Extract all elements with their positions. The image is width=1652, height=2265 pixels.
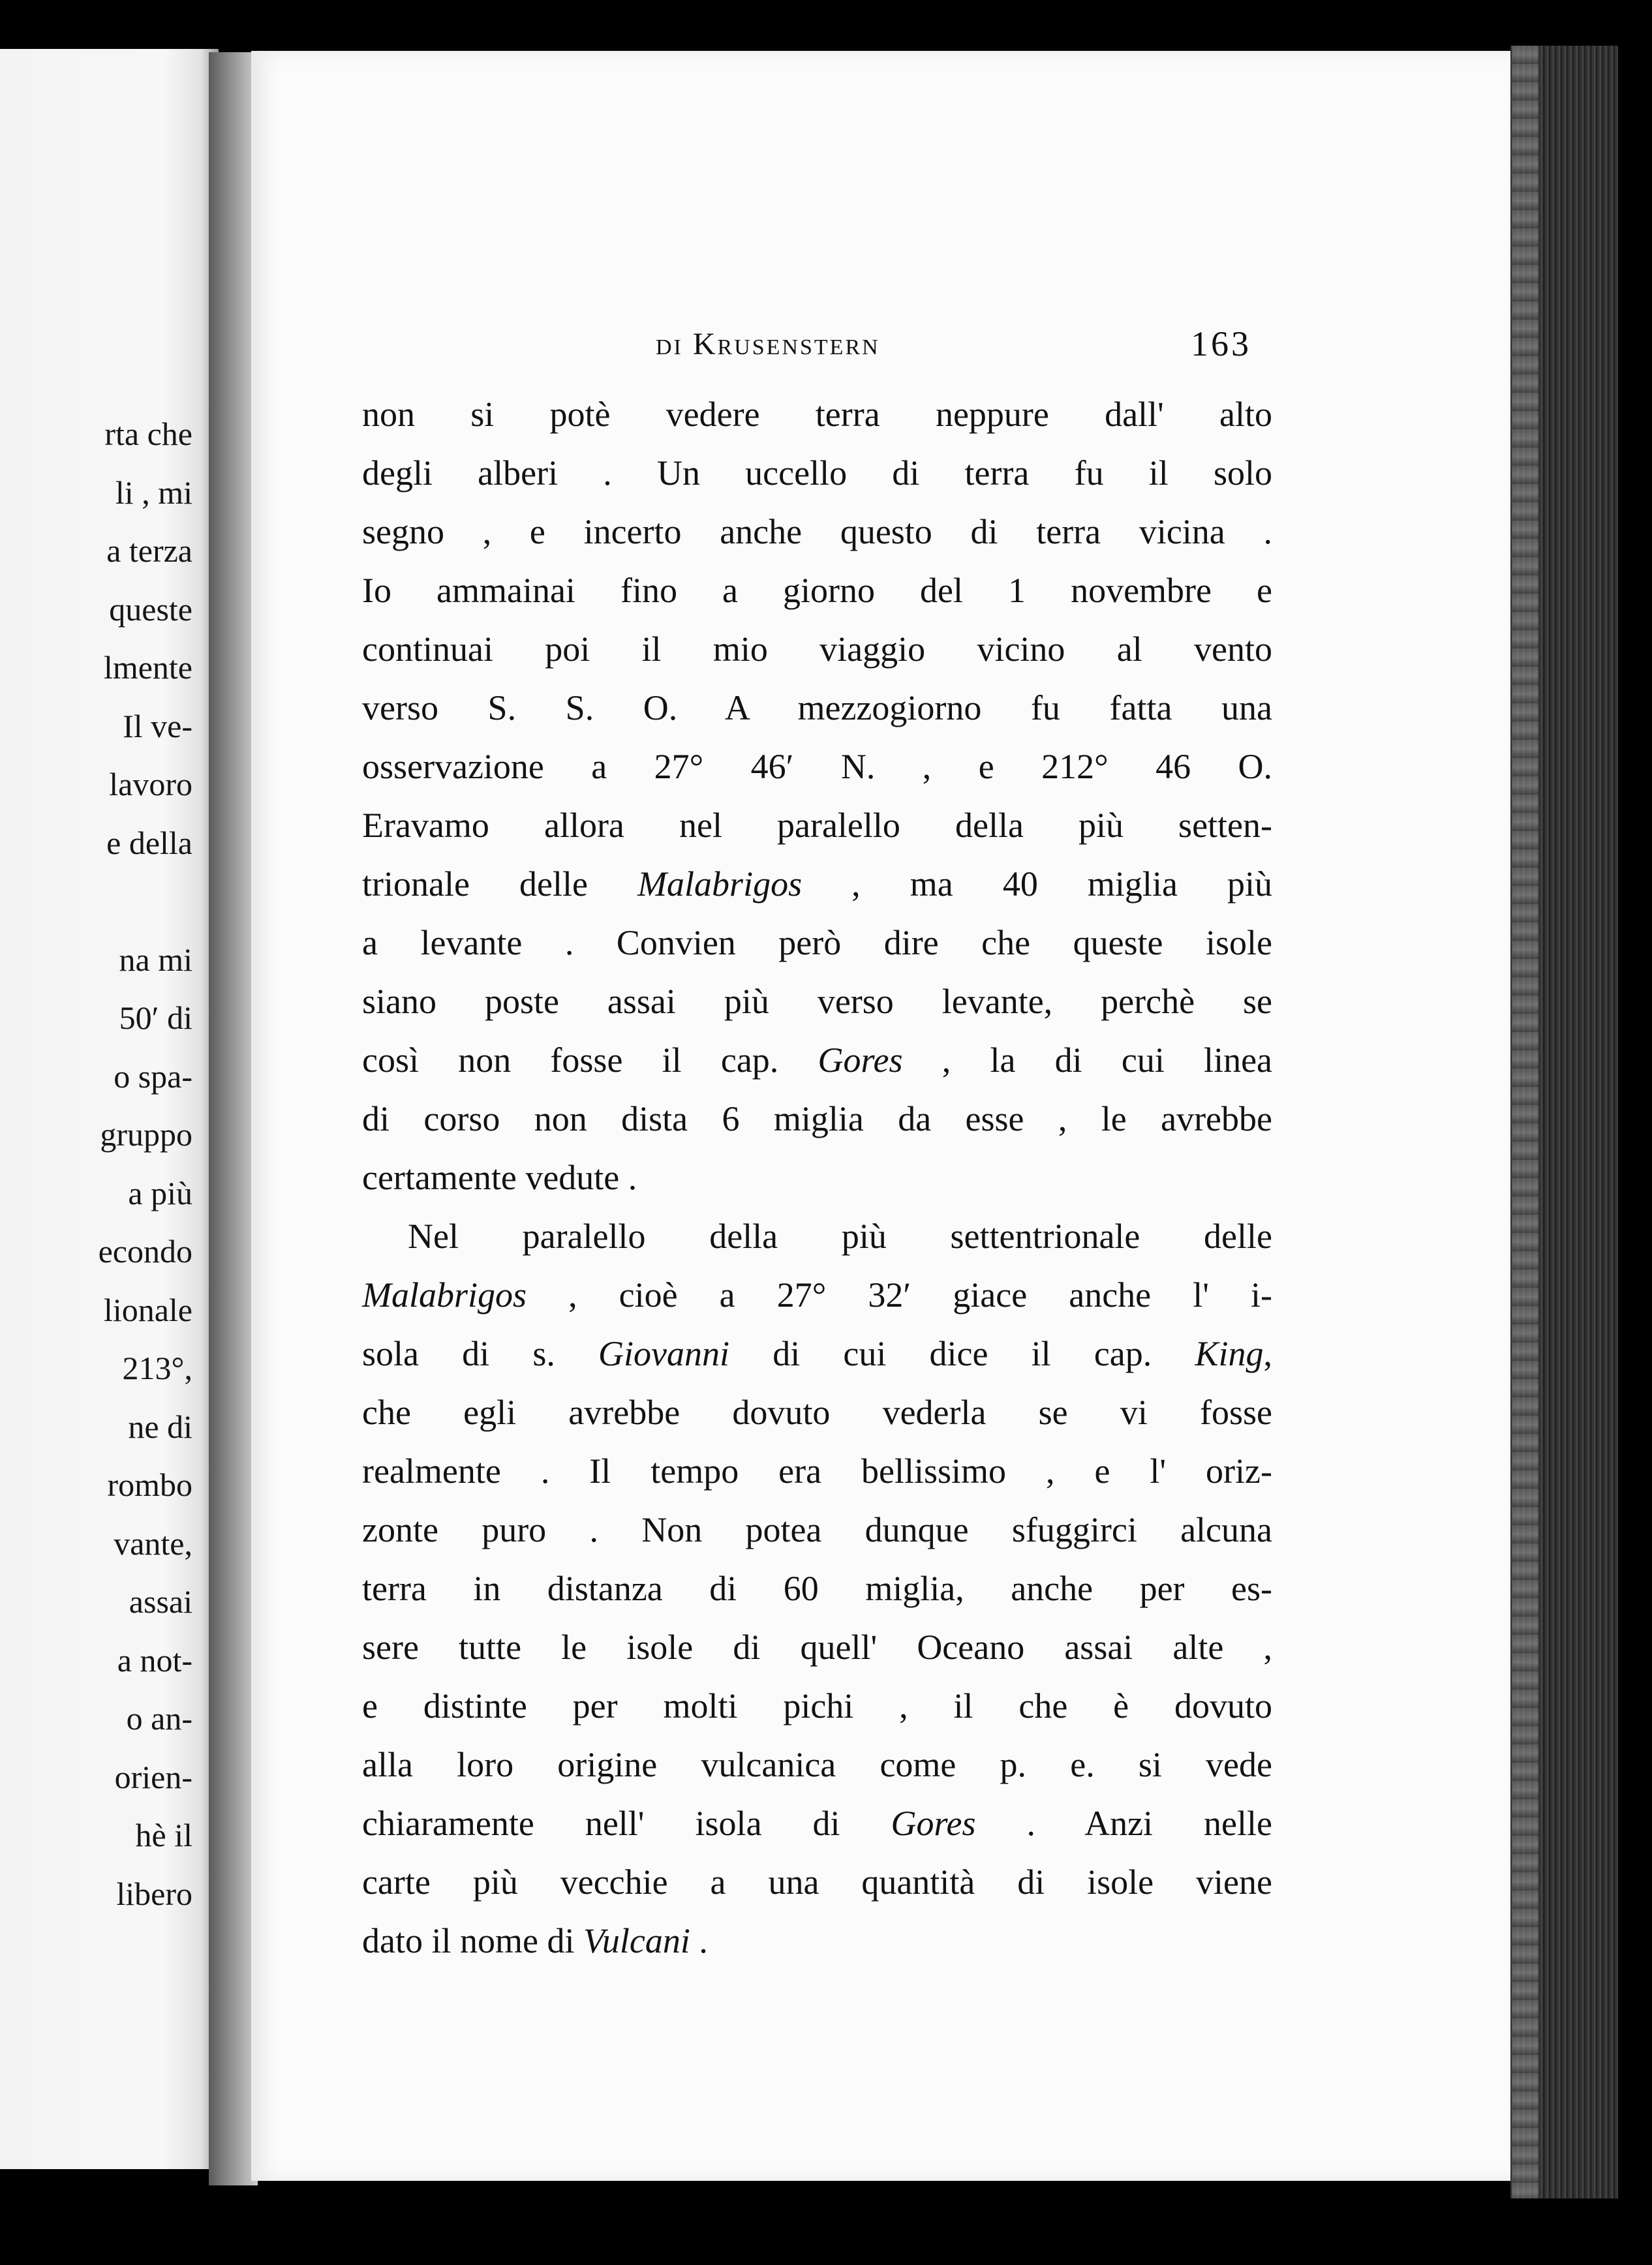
facing-page-line: Il ve- (123, 707, 192, 744)
facing-page-line: orien- (114, 1758, 192, 1795)
book-gutter-shadow (209, 52, 258, 2185)
text-segment: che egli avrebbe dovuto vederla se vi fosse (362, 1393, 1272, 1432)
text-segment: , (1263, 1334, 1272, 1373)
facing-page-line: na mi (119, 941, 192, 978)
text-segment: di corso non dista 6 miglia da esse , le avrebbe (362, 1099, 1272, 1138)
text-segment: segno , e incerto anche questo di terra vicina . (362, 512, 1272, 551)
text-line (362, 1148, 1272, 1207)
text-segment: dato il nome di (362, 1921, 583, 1960)
facing-page-line: 50′ di (119, 999, 192, 1036)
facing-page-line: hè il (135, 1817, 192, 1853)
text-line (362, 913, 1272, 972)
text-segment: sola di s. (362, 1334, 599, 1373)
facing-page-line: a terza (106, 532, 192, 569)
text-line (362, 972, 1272, 1031)
text-line (362, 1735, 1272, 1794)
facing-page-left (0, 49, 219, 2169)
text-line (362, 1677, 1272, 1735)
text-line (362, 1089, 1272, 1148)
facing-page-line: rombo (107, 1467, 192, 1503)
facing-page-line: a not- (117, 1641, 192, 1679)
facing-page-line: a più (128, 1174, 192, 1211)
text-segment: carte più vecchie a una quantità di isole viene (362, 1862, 1272, 1902)
text-line (362, 1031, 1272, 1089)
text-line (362, 1266, 1272, 1324)
text-segment: siano poste assai più verso levante, perchè se (362, 982, 1272, 1021)
facing-page-line: o an- (126, 1700, 192, 1737)
text-segment: osservazione a 27° 46′ N. , e 212° 46 O. (362, 747, 1272, 786)
text-segment: , la di cui linea (902, 1041, 1273, 1080)
text-segment: terra in distanza di 60 miglia, anche per es- (362, 1569, 1272, 1608)
text-segment: degli alberi . Un uccello di terra fu il solo (362, 453, 1272, 493)
italic-proper-name: Gores (891, 1804, 976, 1843)
text-line (362, 502, 1272, 561)
facing-page-line: econdo (98, 1233, 192, 1269)
text-segment: . (690, 1921, 708, 1960)
italic-proper-name: Vulcani (583, 1921, 690, 1960)
text-segment: trionale delle (362, 864, 638, 904)
text-line (362, 1442, 1272, 1500)
facing-page-line: lavoro (109, 766, 192, 802)
italic-proper-name: Malabrigos (362, 1275, 527, 1315)
text-segment: Eravamo allora nel paralello della più setten- (362, 806, 1272, 845)
italic-proper-name: King (1195, 1334, 1264, 1373)
body-text (362, 385, 1272, 1970)
text-line (362, 1207, 1272, 1266)
text-line (362, 1324, 1272, 1383)
book-page-edges-highlight (1512, 46, 1538, 2198)
text-segment: certamente vedute . (362, 1158, 637, 1197)
page-number: 163 (1191, 324, 1251, 363)
text-line (362, 1794, 1272, 1853)
text-line (362, 796, 1272, 855)
facing-page-line: lmente (103, 649, 192, 686)
text-segment: realmente . Il tempo era bellissimo , e l' oriz- (362, 1452, 1272, 1491)
facing-page-line: rta che (104, 416, 192, 452)
text-segment: Nel paralello della più settentrionale delle (408, 1217, 1272, 1256)
facing-page-line: gruppo (100, 1116, 192, 1153)
text-line (362, 1853, 1272, 1911)
text-line (362, 1383, 1272, 1442)
text-segment: e distinte per molti pichi , il che è dovuto (362, 1686, 1272, 1725)
italic-proper-name: Gores (818, 1041, 903, 1080)
facing-page-line: libero (116, 1875, 192, 1912)
text-segment: . Anzi nelle (975, 1804, 1272, 1843)
text-line (362, 561, 1272, 620)
text-line (362, 1911, 1272, 1970)
italic-proper-name: Giovanni (598, 1334, 730, 1373)
text-segment: così non fosse il cap. (362, 1041, 818, 1080)
text-segment: di cui dice il cap. (729, 1334, 1195, 1373)
facing-page-line: ne di (128, 1408, 192, 1445)
facing-page-line: li , mi (115, 474, 192, 511)
facing-page-line: assai (129, 1583, 192, 1620)
text-line (362, 1500, 1272, 1559)
text-segment: , cioè a 27° 32′ giace anche l' i- (527, 1275, 1272, 1315)
facing-page-line: 213°, (122, 1350, 192, 1386)
text-line (362, 737, 1272, 796)
facing-page-line: o spa- (114, 1057, 192, 1095)
facing-page-line: e della (106, 824, 192, 861)
text-line (362, 1618, 1272, 1677)
text-line (362, 620, 1272, 678)
facing-page-line: lionale (103, 1291, 192, 1328)
text-line (362, 855, 1272, 913)
text-segment: , ma 40 miglia più (802, 864, 1273, 904)
text-segment: continuai poi il mio viaggio vicino al vento (362, 630, 1272, 669)
facing-page-line: vante, (114, 1525, 192, 1562)
text-segment: zonte puro . Non potea dunque sfuggirci alcuna (362, 1510, 1272, 1549)
text-segment: chiaramente nell' isola di (362, 1804, 891, 1843)
text-line (362, 678, 1272, 737)
text-line (362, 444, 1272, 502)
text-segment: verso S. S. O. A mezzogiorno fu fatta una (362, 688, 1272, 727)
facing-page-line: queste (109, 590, 192, 628)
text-segment: Io ammainai fino a giorno del 1 novembre e (362, 571, 1272, 610)
text-line (362, 1559, 1272, 1618)
text-segment: sere tutte le isole di quell' Oceano assai alte , (362, 1628, 1272, 1667)
text-segment: a levante . Convien però dire che queste isole (362, 923, 1272, 962)
text-segment: non si potè vedere terra neppure dall' alto (362, 395, 1272, 434)
text-line (362, 385, 1272, 444)
text-segment: alla loro origine vulcanica come p. e. si vede (362, 1745, 1272, 1784)
running-head: di Krusenstern (656, 327, 880, 361)
italic-proper-name: Malabrigos (637, 864, 803, 904)
